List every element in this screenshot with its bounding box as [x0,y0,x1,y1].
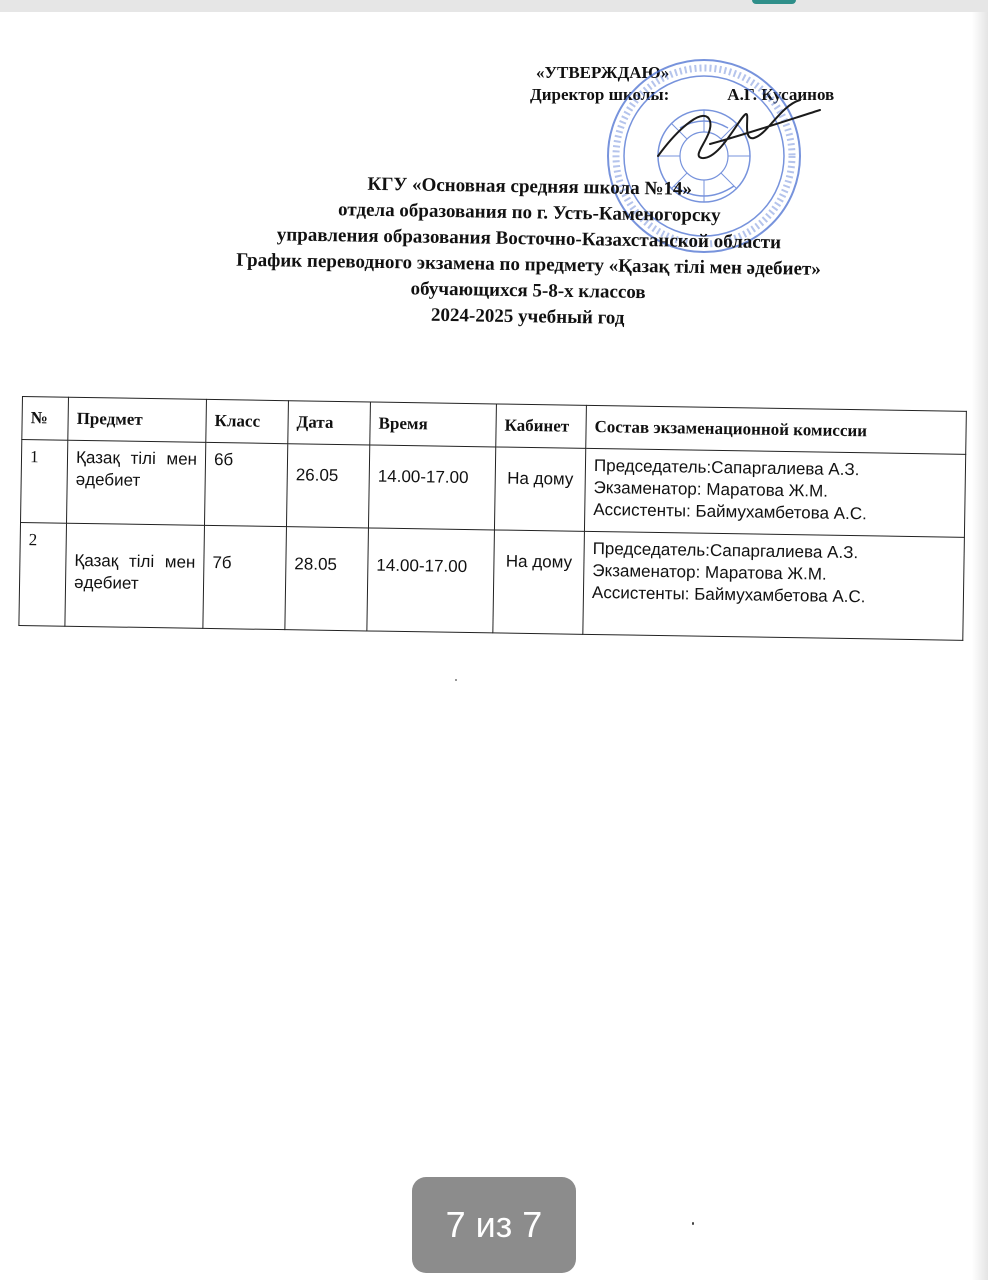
column-header-date: Дата [288,401,371,445]
table-row [21,440,966,538]
commission-chair: Председатель:Сапаргалиева А.З. [593,455,860,480]
commission-chair: Председатель:Сапаргалиева А.З. [592,538,859,563]
heading-line-students: обучающихся 5-8-х классов [410,278,646,304]
cell-subject: Қазақ тілі мен әдебиет [67,440,206,525]
column-header-number: № [22,397,69,441]
scan-speck [692,1222,694,1225]
commission-examiner: Экзаменатор: Маратова Ж.М. [593,477,829,501]
cell-commission [584,448,965,537]
cell-subject: Қазақ тілі мен әдебиет [65,523,205,628]
approval-position: Директор школы: [530,85,670,104]
exam-schedule-table-wrapper [18,396,966,641]
column-header-time: Время [370,402,497,447]
cell-room: На дому [493,530,585,634]
cell-class: 7б [203,525,287,629]
cell-class: 6б [204,442,287,526]
table-row [19,522,965,640]
column-header-class: Класс [206,399,289,443]
cell-date: 28.05 [285,527,369,631]
top-bar-accent [752,0,796,4]
approval-title: «УТВЕРЖДАЮ» [536,63,670,82]
commission-examiner: Экзаменатор: Маратова Ж.М. [592,560,827,584]
column-header-commission: Состав экзаменационной комиссии [586,405,967,454]
heading-line-administration: управления образования Восточно-Казахстанской области [276,224,782,254]
column-header-room: Кабинет [496,404,587,448]
cell-number: 2 [19,522,67,626]
heading-line-department: отдела образования по г. Усть-Каменогорску [337,199,721,227]
heading-line-schedule: График переводного экзамена по предмету «Қазақ тілі мен әдебиет» [236,249,822,280]
commission-assistants: Ассистенты: Баймухамбетова А.С. [593,499,867,524]
exam-schedule-table [18,396,966,641]
document-heading [128,168,930,337]
page-edge-shadow [972,12,988,1280]
page-indicator: 7 из 7 [412,1177,576,1273]
cell-time: 14.00-17.00 [368,445,495,530]
director-signature [650,86,830,176]
column-header-subject: Предмет [68,397,207,442]
approval-name: А.Г. Кусаинов [727,85,835,104]
top-bar [0,0,988,12]
cell-number: 1 [21,440,68,524]
scan-speck [455,679,457,681]
cell-date: 26.05 [286,444,369,528]
cell-commission [583,531,965,640]
cell-time: 14.00-17.00 [367,528,495,633]
cell-room: На дому [494,447,585,531]
heading-line-school: КГУ «Основная средняя школа №14» [367,173,693,200]
heading-line-year: 2024-2025 учебный год [430,304,625,329]
commission-assistants: Ассистенты: Баймухамбетова А.С. [591,582,866,607]
